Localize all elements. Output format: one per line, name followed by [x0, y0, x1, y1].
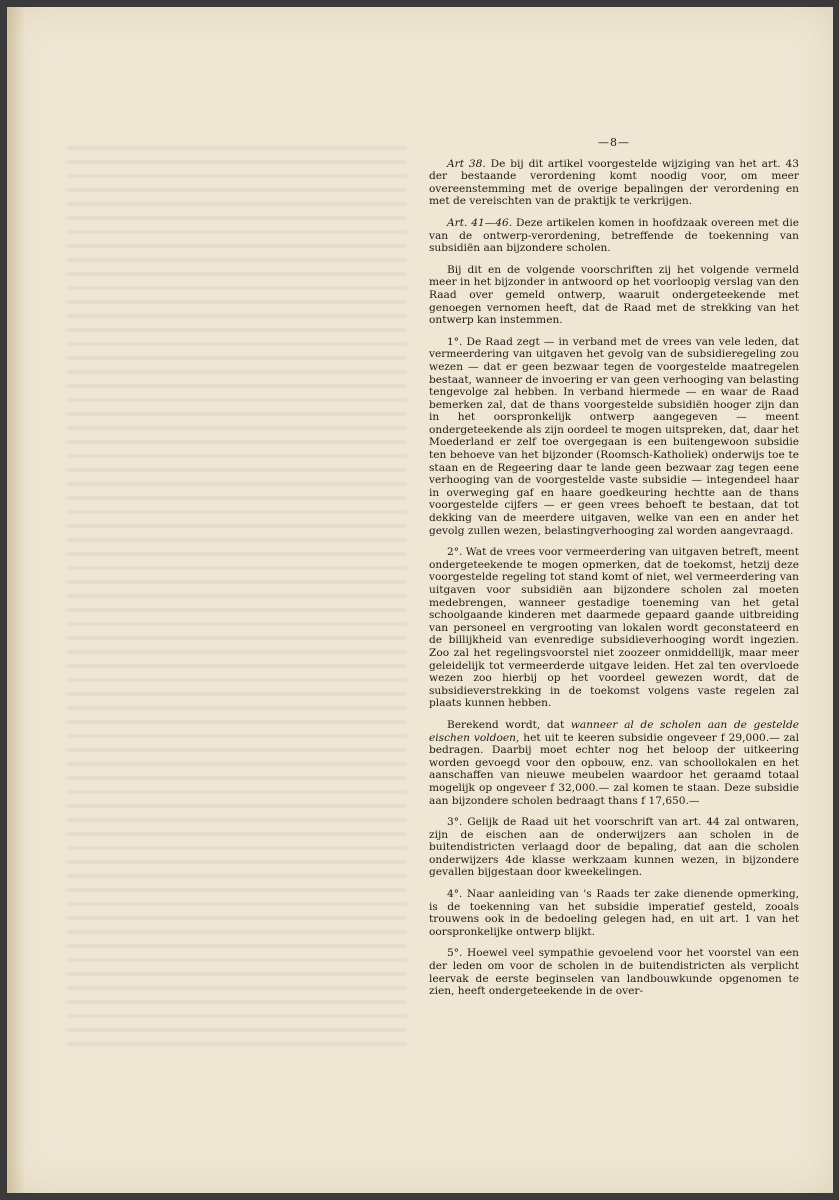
paragraph-lead: Art. 41—46.: [447, 216, 513, 229]
paragraph-tail: het uit te keeren subsidie ongeveer f 29,000.— zal bedragen. Daarbij moet echter nog het beloop der uitkeering worden gevoegd voor den opbouw, enz. van schoollokalen en het aanschaffen van nieuwe meubelen waardoor het geraamd totaal mogelijk op ongeveer f 32,000.— zal komen te staan. Deze subsidie aan bijzondere scholen bedraagt thans f 17,650.—: [429, 731, 799, 807]
paragraph-intro: [429, 264, 799, 327]
paragraph-lead: Art 38.: [447, 157, 486, 170]
paragraph-art-38: [429, 158, 799, 208]
paragraph-point-5: [429, 947, 799, 997]
paragraph-point-1: [429, 336, 799, 538]
paragraph-point-2: [429, 546, 799, 710]
paragraph-text: Berekend wordt, dat: [447, 718, 571, 731]
text-column: [429, 137, 799, 1007]
paragraph-text: Deze artikelen komen in hoofdzaak overeen met die van de ontwerp-verordening, betreffende de toekenning van subsidiën aan bijzondere scholen.: [429, 216, 799, 255]
paragraph-text: 1°. De Raad zegt — in verband met de vrees van vele leden, dat vermeerdering van uitgaven het gevolg van de subsidieregeling zou wezen — dat er geen bezwaar tegen de voorgestelde maatregelen bestaat, wanneer de invoering er van geen verhooging van belasting tengevolge zal hebben. In verband hiermede — en waar de Raad bemerken zal, dat de thans voorgestelde subsidiën hooger zijn dan in het oorspronkelijk ontwerp aangegeven — meent ondergeteekende als zijn oordeel te mogen uitspreken, dat, daar het Moederland er zelf toe overgegaan is een buitengewoon subsidie ten behoeve van het bijzonder (Roomsch-Katholiek) onderwijs toe te staan en de Regeering daar te lande geen bezwaar zag tegen eene verhooging van de voorgestelde vaste subsidie — integendeel haar in overweging gaf en haare goedkeuring hechtte aan de thans voorgestelde cijfers — er geen vrees behoeft te bestaan, dat tot dekking van de meerdere uitgaven, welke van een en ander het gevolg zullen wezen, belastingverhooging zal worden aangevraagd.: [429, 335, 799, 537]
paragraph-text: 3°. Gelijk de Raad uit het voorschrift van art. 44 zal ontwaren, zijn de eischen aan de onderwijzers aan scholen in de buitendistricten verlaagd door de bepaling, dat aan die scholen onderwijzers 4de klasse werkzaam kunnen wezen, in bijzondere gevallen bijgestaan door kweekelingen.: [429, 816, 799, 879]
paragraph-point-3: [429, 816, 799, 879]
page-edge-stain: [7, 7, 25, 1193]
paragraph-point-4: [429, 888, 799, 938]
document-page: [7, 7, 833, 1193]
paragraph-text: 5°. Hoewel veel sympathie gevoelend voor het voorstel van een der leden om voor de scholen in de buitendistricten als verplicht leervak de eerste beginselen van landbouwkunde opgenomen te zien, heeft ondergeteekende in de over-: [429, 947, 799, 998]
paragraph-art-41-46: [429, 217, 799, 255]
paragraph-text: De bij dit artikel voorgestelde wijziging van het art. 43 der bestaande verordening komt noodig voor, om meer overeenstemming met de overige bepalingen der verordening en met de vereischten van de praktijk te verkrijgen.: [429, 157, 800, 208]
paragraph-italic: wanneer al de scholen aan de gestelde eischen voldoen,: [429, 718, 799, 744]
page-number: —8—: [598, 136, 630, 149]
paragraph-calculation: [429, 719, 799, 807]
bleed-through-text: [67, 147, 407, 1047]
paragraph-text: 2°. Wat de vrees voor vermeerdering van uitgaven betreft, meent ondergeteekende te mogen opmerken, dat de toekomst, hetzij deze voorgestelde regeling tot stand komt of niet, wel vermeerdering van uitgaven voor subsidiën aan bijzondere scholen zal moeten medebrengen, wanneer gestadige toeneming van het getal schoolgaande kinderen met daarmede gepaard gaande uitbreiding van personeel en vergrooting van lokalen wordt geconstateerd en de billijkheid van evenredige subsidieverhooging wordt ingezien. Zoo zal het regelingsvoorstel niet zoozeer onmiddellijk, maar meer geleidelijk tot vermeerderde uitgave leiden. Het zal ten overvloede wezen zoo hierbij op het voordeel gewezen wordt, dat de subsidieverstrekking in de toekomst volgens vaste regelen zal plaats kunnen hebben.: [429, 546, 799, 710]
paragraph-text: Bij dit en de volgende voorschriften zij het volgende vermeld meer in het bijzonder in antwoord op het voorloopig verslag van den Raad over gemeld ontwerp, waaruit ondergeteekende met genoegen vernomen heeft, dat de Raad met de strekking van het ontwerp kan instemmen.: [429, 263, 799, 327]
paragraph-text: 4°. Naar aanleiding van 's Raads ter zake dienende opmerking, is de toekenning van het subsidie imperatief gesteld, zooals trouwens ook in de bedoeling gelegen had, en uit art. 1 van het oorspronkelijke ontwerp blijkt.: [429, 888, 799, 938]
